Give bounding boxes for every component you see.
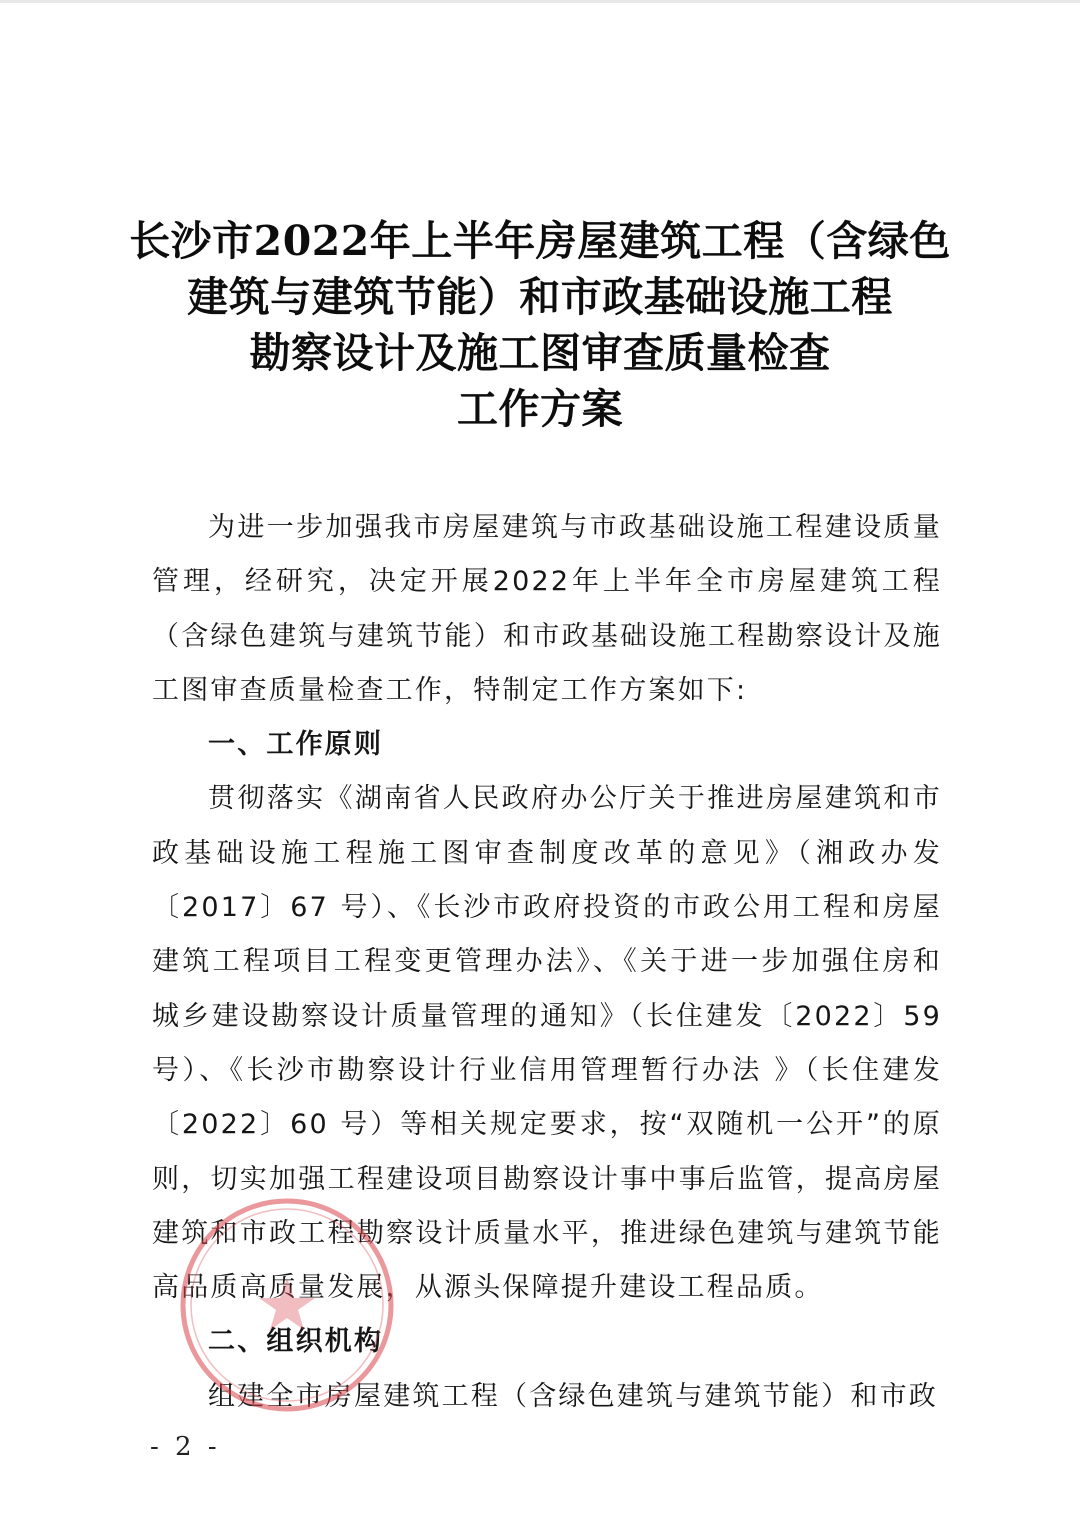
principles-paragraph: 贯彻落实《湖南省人民政府办公厅关于推进房屋建筑和市政基础设施工程施工图审查制度改革的意见》（湘政办发〔2017〕67 号）、《长沙市政府投资的市政公用工程和房屋建筑工程项目工程变更管理办法》、《关于进一步加强住房和城乡建设勘察设计质量管理的通知》（长住建发〔2022〕59 号）、《长沙市勘察设计行业信用管理暂行办法 》（长住建发〔2022〕60 号）等相关规定要求，按“双随机一公开”的原则，切实加强工程建设项目勘察设计事中事后监管，提高房屋建筑和市政工程勘察设计质量水平，推进绿色建筑与建筑节能高品质高质量发展，从源头保障提升建设工程品质。 (152, 783, 942, 1304)
title-line-3: 勘察设计及施工图审查质量检查 (249, 329, 831, 377)
title-line-4: 工作方案 (457, 385, 623, 433)
intro-paragraph: 为进一步加强我市房屋建筑与市政基础设施工程建设质量管理，经研究，决定开展2022年上半年全市房屋建筑工程（含绿色建筑与建筑节能）和市政基础设施工程勘察设计及施工图审查质量检查工作，特制定工作方案如下: (152, 512, 942, 706)
page-number: - 2 - (150, 1432, 221, 1462)
organization-paragraph: 组建全市房屋建筑工程（含绿色建筑与建筑节能）和市政 (208, 1380, 938, 1412)
document-title (60, 213, 1020, 437)
section-heading-principles: 一、工作原则 (208, 729, 384, 761)
scan-top-edge (0, 0, 1080, 3)
title-line-1: 长沙市2022年上半年房屋建筑工程（含绿色 (129, 217, 951, 265)
section-heading-organization: 二、组织机构 (208, 1326, 384, 1358)
document-body (152, 501, 942, 1424)
title-line-2: 建筑与建筑节能）和市政基础设施工程 (187, 273, 893, 321)
